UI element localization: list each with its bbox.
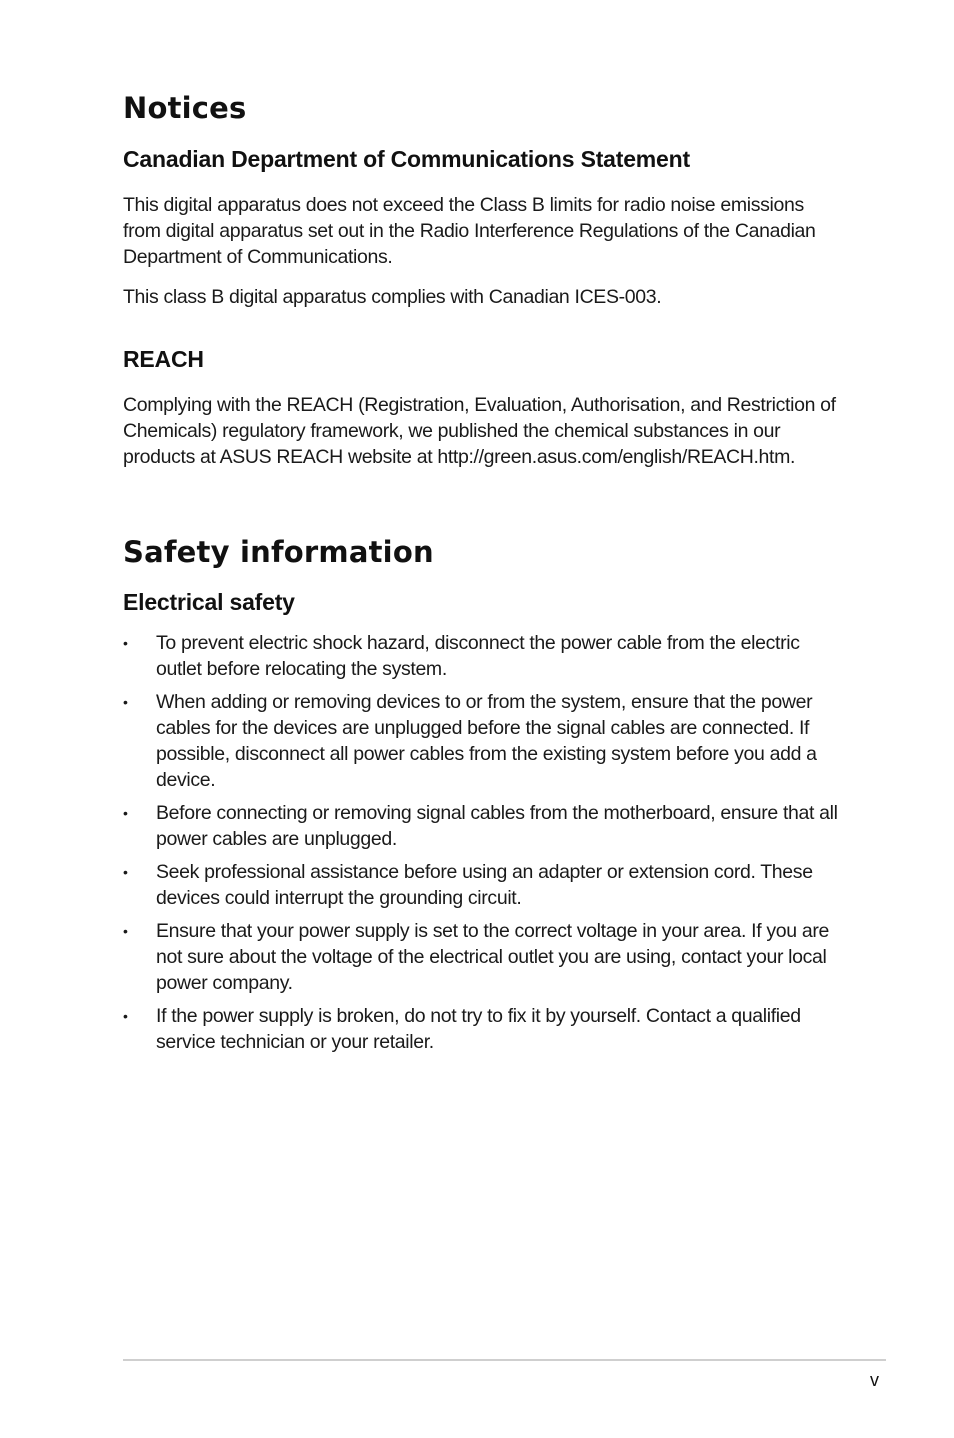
list-item [123,918,843,996]
reach-heading: REACH [123,346,204,372]
bullet-icon: • [123,1008,128,1024]
list-item [123,630,843,682]
bullet-icon: • [123,805,128,821]
footer-divider [123,1359,886,1361]
page-content [123,88,843,1062]
bullet-icon: • [123,635,128,651]
list-item-text: Seek professional assistance before using an adapter or extension cord. These devices could interrupt the grounding circuit. [156,861,813,909]
page-number: v [870,1370,879,1390]
notices-title: Notices [123,91,247,125]
list-item [123,1003,843,1055]
electrical-safety-heading: Electrical safety [123,589,295,615]
canadian-statement-paragraph-2: This class B digital apparatus complies with Canadian ICES-003. [123,286,662,308]
bullet-icon: • [123,923,128,939]
list-item-text: Ensure that your power supply is set to the correct voltage in your area. If you are not sure about the voltage of the electrical outlet you are using, contact your local power company. [156,920,829,994]
bullet-icon: • [123,864,128,880]
safety-information-title: Safety information [123,535,434,569]
electrical-safety-list [123,630,843,1055]
bullet-icon: • [123,694,128,710]
list-item [123,859,843,911]
list-item-text: When adding or removing devices to or from the system, ensure that the power cables for the devices are unplugged before the signal cables are connected. If possible, disconnect all power cables from the existing system before you add a device. [156,691,817,791]
list-item [123,800,843,852]
list-item-text: If the power supply is broken, do not try to fix it by yourself. Contact a qualified service technician or your retailer. [156,1005,801,1053]
list-item-text: Before connecting or removing signal cables from the motherboard, ensure that all power cables are unplugged. [156,802,838,850]
list-item [123,689,843,793]
canadian-statement-heading: Canadian Department of Communications Statement [123,146,690,172]
canadian-statement-paragraph-1: This digital apparatus does not exceed the Class B limits for radio noise emissions from digital apparatus set out in the Radio Interference Regulations of the Canadian Department of Communications. [123,194,816,268]
reach-paragraph: Complying with the REACH (Registration, Evaluation, Authorisation, and Restriction of Chemicals) regulatory framework, we published the chemical substances in our products at ASUS REACH website at http://green.asus.com/english/REACH.htm. [123,394,836,468]
list-item-text: To prevent electric shock hazard, disconnect the power cable from the electric outlet before relocating the system. [156,632,800,680]
